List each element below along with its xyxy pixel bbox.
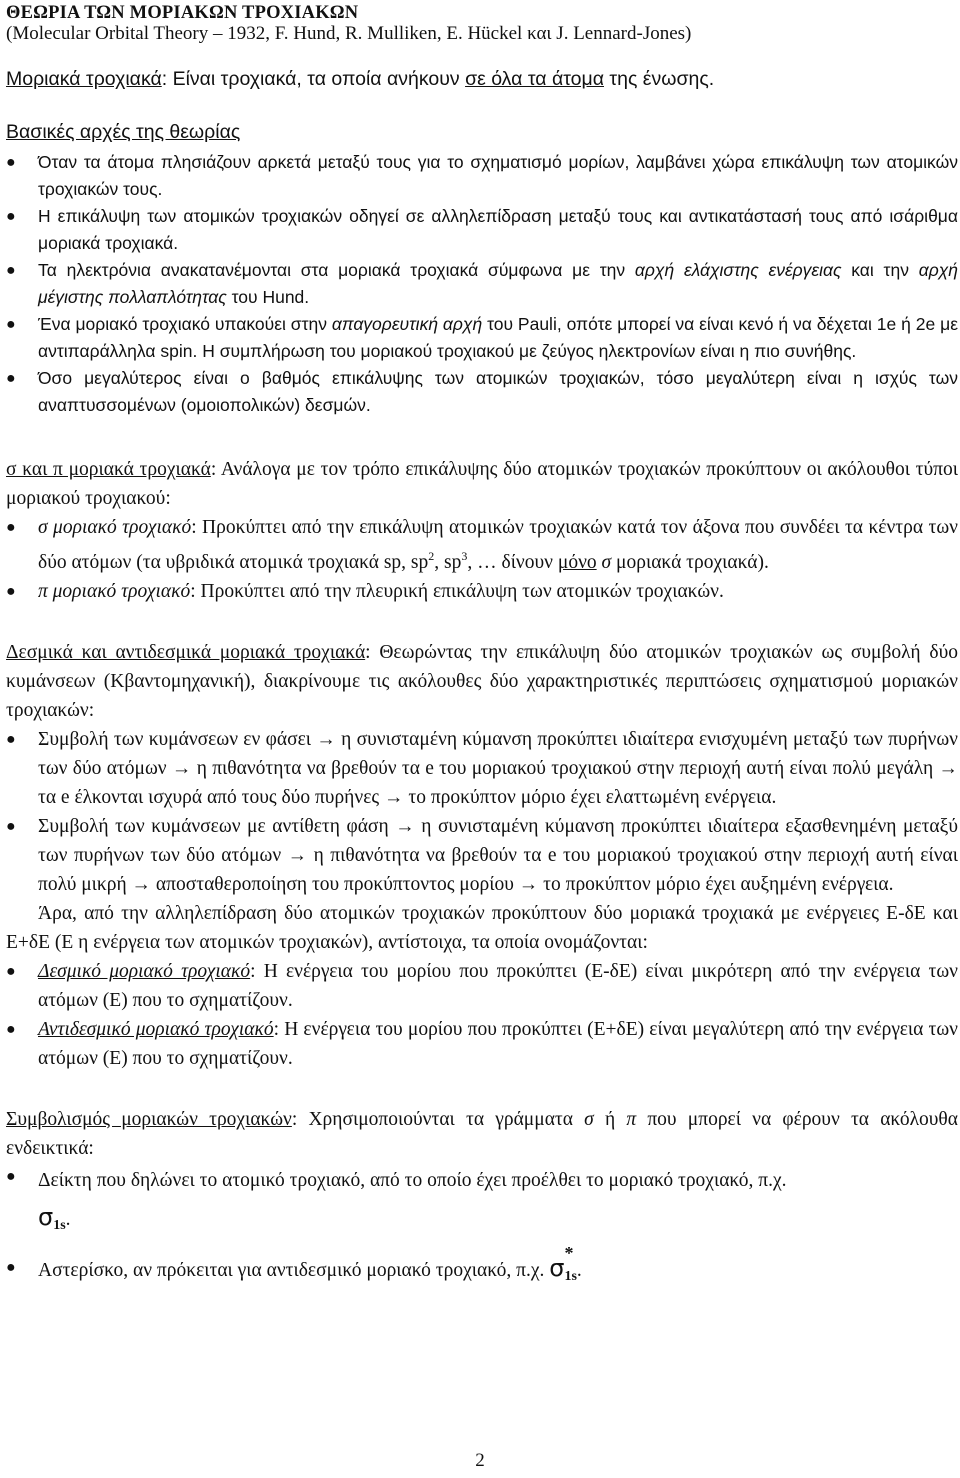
bullet-icon: ● [6, 208, 16, 225]
sigma-pi-term: σ και π μοριακά τροχιακά [6, 459, 211, 480]
bullet-icon: ● [6, 818, 16, 835]
bonding-list [6, 725, 958, 899]
symbolism-paragraph: Συμβολισμός μοριακών τροχιακών: Χρησιμοποιούνται τα γράμματα σ ή π που μπορεί να φέρουν τα ακόλουθα ενδεικτικά: [6, 1109, 958, 1159]
symbolism-list [6, 1163, 958, 1297]
document-page [6, 0, 958, 1297]
bullet-icon: ● [6, 370, 16, 387]
principles-list [6, 149, 958, 419]
list-item: ● π μοριακό τροχιακό: Προκύπτει από την πλευρική επικάλυψη των ατομικών τροχιακών. [6, 577, 958, 606]
list-item: ● σ μοριακό τροχιακό: Προκύπτει από την επικάλυψη ατομικών τροχιακών κατά τον άξονα που συνδέει τα κέντρα των δύο ατόμων (τα υβριδικά ατομικά τροχιακά sp, $sp^2$, $sp^3$, … δίνουν μόνο σ μοριακά τροχιακά). [6, 513, 958, 577]
bullet-icon: ● [6, 1259, 16, 1276]
list-item: ● Όταν τα άτομα πλησιάζουν αρκετά μεταξύ τους για το σχηματισμό μορίων, λαμβάνει χώρα επικάλυψη των ατομικών τροχιακών τους. [6, 149, 958, 203]
list-item: ● Ένα μοριακό τροχιακό υπακούει στην απαγορευτική αρχή του Pauli, οπότε μπορεί να είναι κενό ή να δέχεται 1e ή 2e με αντιπαράλληλα spin. Η συμπλήρωση του μοριακού τροχιακού με ζεύγος ηλεκτρονίων είναι η πιο συνήθης. [6, 311, 958, 365]
principles-heading: Βασικές αρχές της θεωρίας [6, 121, 241, 143]
orbital-type-list [6, 957, 958, 1073]
bonding-term: Δεσμικά και αντιδεσμικά μοριακά τροχιακά [6, 642, 366, 663]
list-item: ● Συμβολή των κυμάνσεων εν φάσει → η συνισταμένη κύμανση προκύπτει ιδιαίτερα ενισχυμένη μεταξύ των πυρήνων των δύο ατόμων → η πιθανότητα να βρεθούν τα e του μοριακού τροχιακού στην περιοχή αυτή είναι πολύ μεγάλη → τα e έλκονται ισχυρά από τους δύο πυρήνες → το προκύπτον μόριο έχει ελαττωμένη ενέργεια. [6, 725, 958, 812]
bullet-icon: ● [6, 316, 16, 333]
definition-term: Μοριακά τροχιακά [6, 68, 162, 90]
list-item: ● Αντιδεσμικό μοριακό τροχιακό: Η ενέργεια του μορίου που προκύπτει (Ε+δΕ) είναι μεγαλύτερη από την ενέργεια των ατόμων (Ε) που το σχηματίζουν. [6, 1015, 958, 1073]
list-item: ● Συμβολή των κυμάνσεων με αντίθετη φάση → η συνισταμένη κύμανση προκύπτει ιδιαίτερα εξασθενημένη μεταξύ των πυρήνων των δύο ατόμων → η πιθανότητα να βρεθούν τα e του μοριακού τροχιακού στην περιοχή αυτή είναι πολύ μικρή → αποσταθεροποίηση του προκύπτοντος μορίου → το προκύπτον μόριο έχει αυξημένη ενέργεια. [6, 812, 958, 899]
list-item: ● Δεσμικό μοριακό τροχιακό: Η ενέργεια του μορίου που προκύπτει (Ε-δΕ) είναι μικρότερη από την ενέργεια των ατόμων (Ε) που το σχηματίζουν. [6, 957, 958, 1015]
list-item: ● Αστερίσκο, αν πρόκειται για αντιδεσμικό μοριακό τροχιακό, π.χ. σ * $_{1s}$. [6, 1248, 958, 1297]
page-number: 2 [475, 1450, 485, 1471]
bullet-icon: ● [6, 154, 16, 171]
bonding-paragraph: Δεσμικά και αντιδεσμικά μοριακά τροχιακά: Θεωρώντας την επικάλυψη δύο ατομικών τροχιακών ως συμβολή δύο κυμάνσεων (Κβαντομηχανική), διακρίνουμε τις ακόλουθες δύο χαρακτηριστικές περιπτώσεις σχηματισμού μοριακών τροχιακών: [6, 642, 958, 721]
bullet-icon: ● [6, 583, 16, 600]
list-item: ● Η επικάλυψη των ατομικών τροχιακών οδηγεί σε αλληλεπίδραση μεταξύ τους και αντικατάστασή τους από ισάριθμα μοριακά τροχιακά. [6, 203, 958, 257]
page-title: ΘΕΩΡΙΑ ΤΩΝ ΜΟΡΙΑΚΩΝ ΤΡΟΧΙΑΚΩΝ [6, 3, 359, 23]
definition-paragraph: Μοριακά τροχιακά: Είναι τροχιακά, τα οποία ανήκουν σε όλα τα άτομα της ένωσης. [6, 68, 715, 90]
list-item: ● Όσο μεγαλύτερος είναι ο βαθμός επικάλυψης των ατομικών τροχιακών, τόσο μεγαλύτερη είναι η ισχύς των αναπτυσσομένων (ομοιοπολικών) δεσμών. [6, 365, 958, 419]
list-item: ● Τα ηλεκτρόνια ανακατανέμονται στα μοριακά τροχιακά σύμφωνα με την αρχή ελάχιστης ενέργειας και την αρχή μέγιστης πολλαπλότητας του Hund. [6, 257, 958, 311]
bullet-icon: ● [6, 1168, 16, 1185]
sigma-pi-paragraph: σ και π μοριακά τροχιακά: Ανάλογα με τον τρόπο επικάλυψης δύο ατομικών τροχιακών προκύπτουν οι ακόλουθοι τύποι μοριακού τροχιακού: [6, 459, 958, 509]
symbolism-term: Συμβολισμός μοριακών τροχιακών [6, 1109, 292, 1130]
bullet-icon: ● [6, 1021, 16, 1038]
sigma-pi-list [6, 513, 958, 606]
bullet-icon: ● [6, 519, 16, 536]
energy-paragraph: Άρα, από την αλληλεπίδραση δύο ατομικών τροχιακών προκύπτουν δύο μοριακά τροχιακά με ενέργειες Ε-δΕ και Ε+δΕ (Ε η ενέργεια των ατομικών τροχιακών), αντίστοιχα, τα οποία ονομάζονται: [6, 903, 958, 953]
bullet-icon: ● [6, 731, 16, 748]
bullet-icon: ● [6, 262, 16, 279]
bullet-icon: ● [6, 963, 16, 980]
page-subtitle: (Molecular Orbital Theory – 1932, F. Hund, R. Mulliken, E. Hückel και J. Lennard-Jones) [6, 23, 692, 44]
list-item: ● Δείκτη που δηλώνει το ατομικό τροχιακό, από το οποίο έχει προέλθει το μοριακό τροχιακό, π.χ. $\sigma_{1s}$. [6, 1163, 958, 1244]
